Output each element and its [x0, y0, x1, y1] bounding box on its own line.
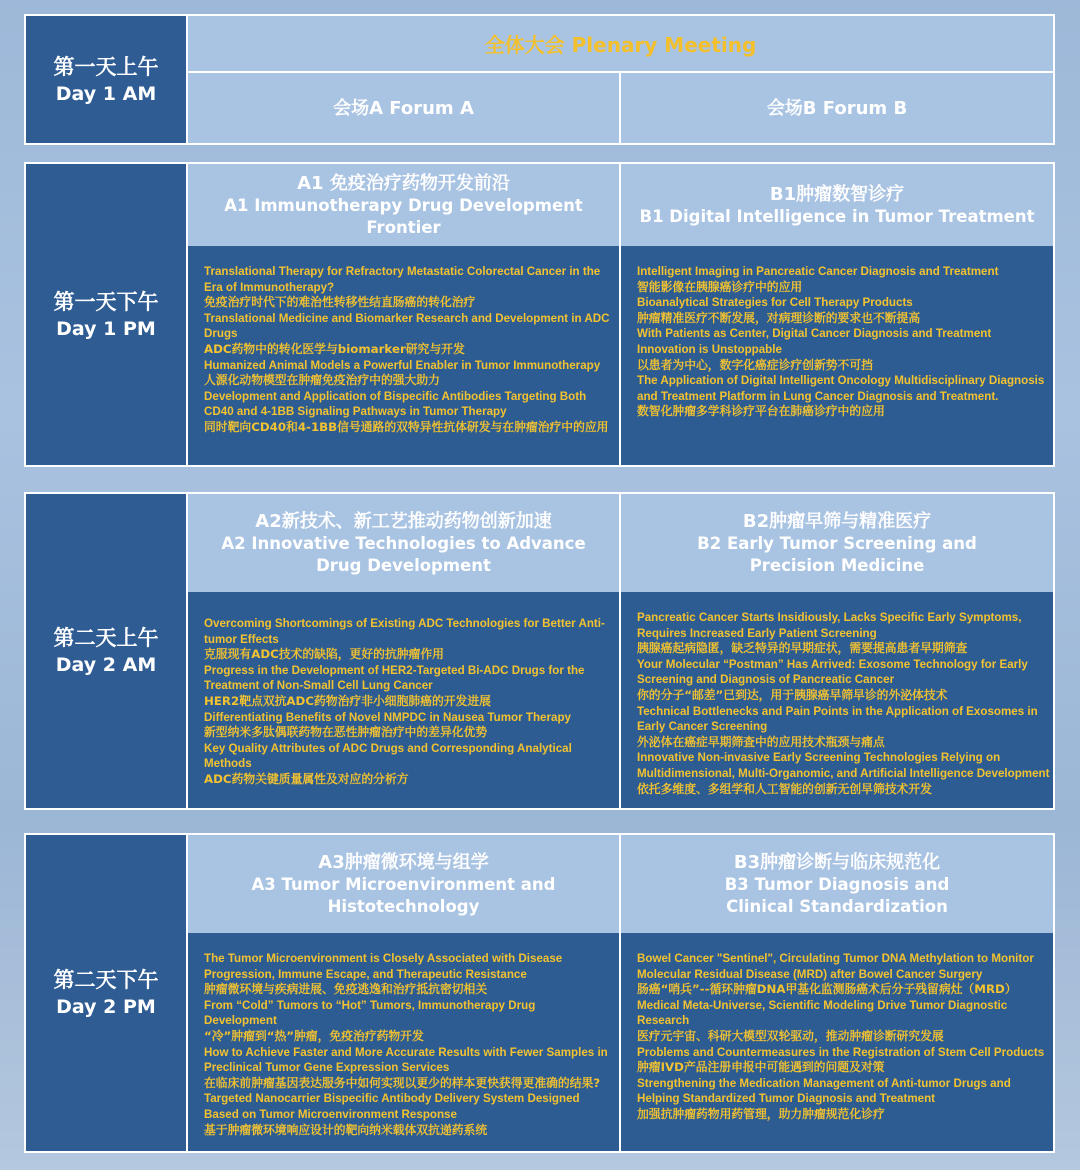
talk-title-en: How to Achieve Faster and More Accurate Results with Fewer Samples in Preclinical Tumor Gene Expression Services — [204, 1045, 608, 1075]
talk-title-zh: 基于肿瘤微环境响应设计的靶向纳米载体双抗递药系统 — [204, 1122, 488, 1137]
talk-title-en: Targeted Nanocarrier Bispecific Antibody Delivery System Designed Based on Tumor Microenvironment Response — [204, 1092, 580, 1121]
day2-am-label — [26, 494, 188, 808]
forum-a-header — [188, 73, 619, 143]
day-label-zh: 第一天上午 — [53, 54, 159, 79]
session-a1-header — [188, 164, 619, 246]
talk-title-en: From “Cold” Tumors to “Hot” Tumors, Immunotherapy Drug Development — [204, 998, 536, 1028]
session-a1-talks — [188, 248, 619, 465]
forum-b-title: 会场B Forum B — [766, 97, 908, 119]
talk-title-en: Translational Therapy for Refractory Metastatic Colorectal Cancer in the Era of Immunotherapy? — [204, 265, 601, 294]
session-b3-header — [621, 835, 1053, 933]
talk-title-zh: 医疗元宇宙、科研大模型双轮驱动，推动肿瘤诊断研究发展 — [637, 1028, 944, 1043]
talk-title-zh: 肠癌“哨兵”--循环肿瘤DNA甲基化监测肠癌术后分子残留病灶（MRD） — [637, 982, 1017, 997]
talk-title-zh: 肿瘤微环境与疾病进展、免疫逃逸和治疗抵抗密切相关 — [204, 982, 488, 997]
talk-title-en: The Tumor Microenvironment is Closely Associated with Disease Progression, Immune Escape, and Therapeutic Resistance — [204, 952, 563, 981]
talk-title-zh: 免疫治疗时代下的难治性转移性结直肠癌的转化治疗 — [204, 295, 476, 310]
talk-title-zh: “冷”肿瘤到“热”肿瘤，免疫治疗药物开发 — [204, 1028, 424, 1043]
day1-pm-block — [24, 162, 1055, 467]
talk-title-en: Intelligent Imaging in Pancreatic Cancer Diagnosis and Treatment — [637, 265, 999, 278]
talk-title-en: Differentiating Benefits of Novel NMPDC in Nausea Tumor Therapy — [204, 710, 571, 724]
talk-title-zh: 人源化动物模型在肿瘤免疫治疗中的强大助力 — [204, 373, 440, 388]
talk-title-en: Humanized Animal Models a Powerful Enabler in Tumor Immunotherapy — [204, 358, 601, 372]
talk-title-zh: ADC药物中的转化医学与biomarker研究与开发 — [204, 341, 465, 356]
session-title-zh: B1肿瘤数智诊疗 — [769, 183, 905, 205]
plenary-title: 全体大会 Plenary Meeting — [484, 33, 757, 57]
day-label-zh: 第二天上午 — [53, 626, 159, 650]
day1-pm-label — [26, 164, 188, 465]
talk-title-zh: 克服现有ADC技术的缺陷，更好的抗肿瘤作用 — [204, 647, 444, 662]
talk-title-en: Medical Meta-Universe, Scientific Modeling Drive Tumor Diagnostic Research — [637, 998, 1008, 1028]
session-title-en: B1 Digital Intelligence in Tumor Treatment — [639, 206, 1035, 226]
talk-title-en: Strengthening the Medication Management of Anti-tumor Drugs and Helping Standardized Tumor Diagnosis and Treatment — [637, 1076, 1011, 1106]
talk-title-en: Translational Medicine and Biomarker Research and Development in ADC Drugs — [204, 311, 610, 341]
session-b1-header — [621, 164, 1053, 246]
talk-title-en: Technical Bottlenecks and Pain Points in the Application of Exosomes in Early Cancer Screening — [637, 704, 1038, 734]
talk-title-en: Bowel Cancer "Sentinel", Circulating Tumor DNA Methylation to Monitor Molecular Residual Disease (MRD) after Bowel Cancer Surgery — [637, 952, 1034, 981]
talk-title-zh: 胰腺癌起病隐匿，缺乏特异的早期症状，需要提高患者早期筛查 — [637, 641, 968, 656]
talk-title-zh: 依托多维度、多组学和人工智能的创新无创早筛技术开发 — [637, 781, 932, 796]
session-title-zh: A1 免疫治疗药物开发前沿 — [297, 172, 510, 194]
forum-b-header — [621, 73, 1053, 143]
session-a2-header — [188, 494, 619, 592]
day-label-en: Day 1 AM — [55, 82, 157, 105]
day2-pm-block — [24, 833, 1055, 1153]
day-label-zh: 第二天下午 — [53, 968, 159, 992]
talk-title-en: The Application of Digital Intelligent Oncology Multidisciplinary Diagnosis and Treatment Platform in Lung Cancer Diagnosis and Treatment. — [637, 374, 1045, 403]
talk-title-en: Progress in the Development of HER2-Targeted Bi-ADC Drugs for the Treatment of Non-Small Cell Lung Cancer — [204, 663, 585, 693]
talk-title-en: Overcoming Shortcomings of Existing ADC Technologies for Better Anti-tumor Effects — [204, 617, 605, 646]
talk-title-en: Bioanalytical Strategies for Cell Therapy Products — [637, 296, 913, 310]
day-label-en: Day 2 AM — [55, 654, 157, 676]
session-a3-header — [188, 835, 619, 933]
talk-title-en: With Patients as Center, Digital Cancer Diagnosis and Treatment Innovation is Unstoppable — [637, 327, 992, 356]
talk-title-en: Pancreatic Cancer Starts Insidiously, Lacks Specific Early Symptoms, Requires Increased Early Patient Screening — [637, 611, 1022, 640]
session-title-en-line1: B2 Early Tumor Screening and — [697, 533, 977, 553]
talk-title-zh: 外泌体在癌症早期筛查中的应用技术瓶颈与痛点 — [637, 734, 885, 749]
session-a2-talks — [188, 594, 619, 808]
session-b2-talks — [621, 594, 1053, 808]
talk-title-en: Development and Application of Bispecific Antibodies Targeting Both CD40 and 4-1BB Signaling Pathways in Tumor Therapy — [204, 389, 587, 419]
talk-title-en: Innovative Non-invasive Early Screening Technologies Relying on Multidimensional, Multi-Organomic, and Artificial Intelligence Development — [637, 751, 1050, 780]
day1-am-label — [26, 16, 188, 143]
talk-title-zh: 肿瘤IVD产品注册申报中可能遇到的问题及对策 — [637, 1060, 885, 1075]
day2-am-block — [24, 492, 1055, 810]
session-title-en-line2: Histotechnology — [327, 896, 480, 916]
talk-title-zh: ADC药物关键质量属性及对应的分析方 — [204, 771, 409, 786]
day-label-zh: 第一天下午 — [53, 289, 159, 314]
session-title-en-line1: B3 Tumor Diagnosis and — [724, 874, 950, 894]
session-b1-talks — [621, 248, 1053, 465]
session-title-zh: A3肿瘤微环境与组学 — [318, 851, 489, 873]
session-a3-talks — [188, 935, 619, 1151]
session-title-zh: A2新技术、新工艺推动药物创新加速 — [255, 510, 552, 532]
session-title-zh: B2肿瘤早筛与精准医疗 — [742, 510, 932, 532]
talk-title-en: Problems and Countermeasures in the Registration of Stem Cell Products — [637, 1045, 1045, 1059]
day2-pm-label — [26, 835, 188, 1151]
session-title-en-line2: Drug Development — [316, 555, 491, 575]
talk-title-zh: 肿瘤精准医疗不断发展，对病理诊断的要求也不断提高 — [637, 310, 921, 325]
day1-am-block — [24, 14, 1055, 145]
plenary-header — [188, 16, 1053, 71]
forum-a-title: 会场A Forum A — [333, 97, 474, 119]
talk-title-zh: 你的分子“邮差”已到达，用于胰腺癌早筛早诊的外泌体技术 — [637, 687, 948, 702]
talk-title-en: Your Molecular “Postman” Has Arrived: Exosome Technology for Early Screening and Diagnosis of Pancreatic Cancer — [637, 657, 1028, 687]
session-title-en-line2: Precision Medicine — [749, 555, 925, 575]
session-title-en-line1: A3 Tumor Microenvironment and — [251, 874, 556, 894]
session-title-en: A1 Immunotherapy Drug Development Frontier — [224, 195, 583, 237]
talk-title-zh: 加强抗肿瘤药物用药管理，助力肿瘤规范化诊疗 — [637, 1106, 885, 1121]
session-b2-header — [621, 494, 1053, 592]
session-title-en-line2: Clinical Standardization — [726, 896, 948, 916]
talk-title-zh: HER2靶点双抗ADC药物治疗非小细胞肺癌的开发进展 — [204, 693, 491, 708]
session-b3-talks — [621, 935, 1053, 1151]
session-title-en-line1: A2 Innovative Technologies to Advance — [221, 533, 586, 553]
talk-title-zh: 数智化肿瘤多学科诊疗平台在肺癌诊疗中的应用 — [637, 404, 885, 419]
talk-title-zh: 以患者为中心，数字化癌症诊疗创新势不可挡 — [637, 357, 873, 372]
session-title-zh: B3肿瘤诊断与临床规范化 — [733, 851, 941, 873]
talk-title-en: Key Quality Attributes of ADC Drugs and Corresponding Analytical Methods — [204, 741, 572, 771]
talk-title-zh: 智能影像在胰腺癌诊疗中的应用 — [637, 279, 803, 294]
day-label-en: Day 2 PM — [56, 996, 156, 1018]
day-label-en: Day 1 PM — [56, 317, 156, 340]
talk-title-zh: 新型纳米多肽偶联药物在恶性肿瘤治疗中的差异化优势 — [204, 725, 488, 740]
talk-title-zh: 在临床前肿瘤基因表达服务中如何实现以更少的样本更快获得更准确的结果? — [204, 1075, 601, 1090]
talk-title-zh: 同时靶向CD40和4-1BB信号通路的双特异性抗体研发与在肿瘤治疗中的应用 — [204, 419, 609, 434]
